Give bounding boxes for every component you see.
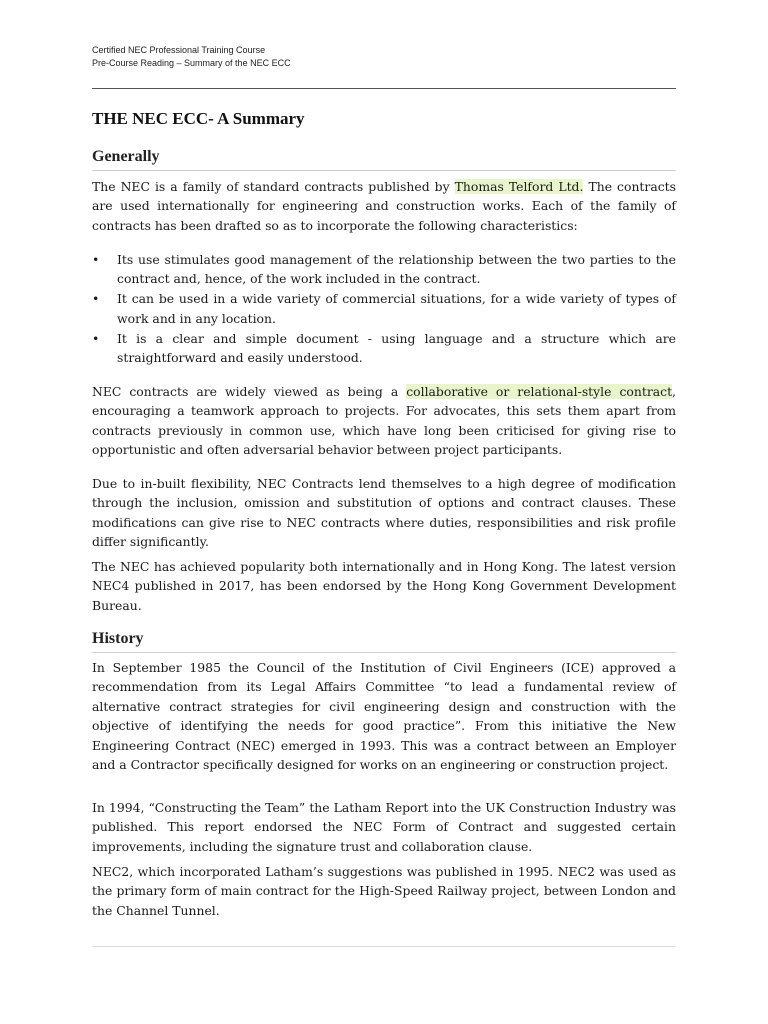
section-heading-history: History (92, 630, 676, 653)
history-paragraph-1: In September 1985 the Council of the Institution of Civil Engineers (ICE) approved a recommendation from its Legal Affairs Committee “to lead a fundamental review of alternative contract strategies for civil engineering design and construction with the objective of identifying the needs for good practice”. From this initiative the New Engineering Contract (NEC) emerged in 1993. This was a contract between an Employer and a Contractor specifically designed for works on an engineering or construction project. (92, 660, 676, 773)
document-title: THE NEC ECC- A Summary (92, 109, 305, 128)
generally-paragraph-4: The NEC has achieved popularity both internationally and in Hong Kong. The latest version NEC4 published in 2017, has been endorsed by the Hong Kong Government Development Bureau. (92, 559, 676, 613)
text-run: The contracts are used internationally for engineering and construction works. Each of the family of contracts has been drafted so as to incorporate the following characteristics: (92, 179, 676, 233)
list-item-text: It can be used in a wide variety of commercial situations, for a wide variety of types of work and in any location. (117, 291, 676, 326)
header-subtitle: Pre-Course Reading – Summary of the NEC ECC (92, 58, 291, 68)
bullet-dot: • (92, 291, 100, 307)
list-item (92, 289, 676, 328)
list-item (92, 250, 676, 289)
highlight-thomas-telford: Thomas Telford Ltd. (454, 179, 584, 194)
history-paragraph-2: In 1994, “Constructing the Team” the Latham Report into the UK Construction Industry was published. This report endorsed the NEC Form of Contract and suggested certain improvements, including the signature trust and collaboration clause. (92, 800, 676, 854)
text-run: , encouraging a teamwork approach to projects. For advocates, this sets them apart from contracts previously in common use, which have long been criticised for giving rise to opportunistic and often adversarial behavior between project participants. (92, 384, 676, 458)
list-item (92, 329, 676, 368)
bullet-dot: • (92, 330, 100, 346)
list-item-text: Its use stimulates good management of the relationship between the two parties to the contract and, hence, of the work included in the contract. (117, 252, 676, 287)
list-item-text: It is a clear and simple document - using language and a structure which are straightforward and easily understood. (117, 330, 676, 366)
header-course-title: Certified NEC Professional Training Course (92, 45, 266, 55)
characteristics-list (92, 250, 676, 368)
text-run: NEC contracts are widely viewed as being a (92, 384, 407, 399)
header-divider (92, 88, 676, 89)
highlight-collaborative-contract: collaborative or relational-style contract (406, 384, 673, 399)
section-heading-generally: Generally (92, 148, 676, 171)
generally-paragraph-3: Due to in-built flexibility, NEC Contracts lend themselves to a high degree of modification through the inclusion, omission and substitution of options and contract clauses. These modifications can give rise to NEC contracts where duties, responsibilities and risk profile differ significantly. (92, 476, 676, 550)
bullet-dot: • (92, 252, 100, 267)
text-run: The NEC is a family of standard contracts published by (92, 179, 455, 194)
generally-paragraph-2 (92, 382, 676, 460)
generally-paragraph-1 (92, 177, 676, 235)
footer-divider (92, 946, 676, 947)
history-paragraph-3: NEC2, which incorporated Latham’s suggestions was published in 1995. NEC2 was used as the primary form of main contract for the High-Speed Railway project, between London and the Channel Tunnel. (92, 864, 676, 918)
running-header (92, 44, 291, 70)
